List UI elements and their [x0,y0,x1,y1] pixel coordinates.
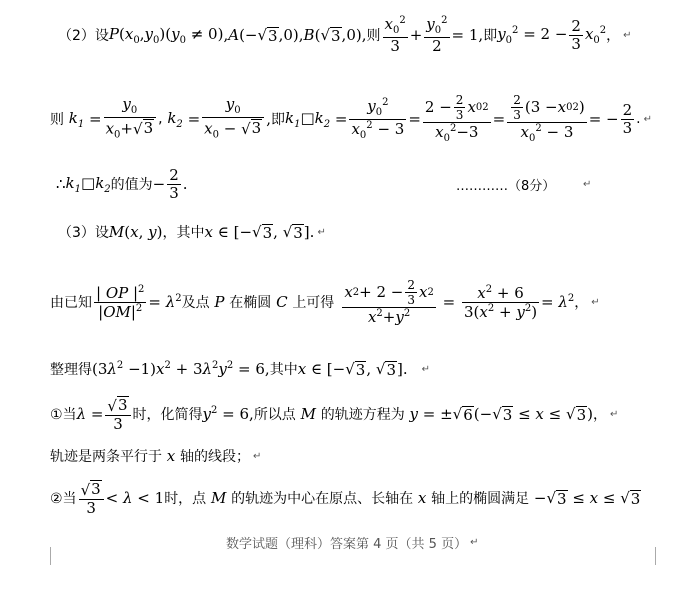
line9-text1: 时，点 [164,491,207,507]
line5-mid1: 及点 [181,295,210,311]
line-3 [56,164,656,204]
line2-eq4: = [408,110,421,128]
line1-lead: （2）设 [58,28,109,44]
line2-end: . [636,111,641,127]
paragraph-mark-icon: ↵ [470,536,479,548]
line7-frac: √ 3 3 [105,396,130,432]
line1-math-d: $y_0^2 = 2$ − [497,24,568,46]
line5-c: C [271,293,293,311]
line9-math-b: − √ 3 ≤ x ≤ √ 3 [529,489,641,508]
line3-score: …………（8分） [456,178,556,194]
line3-k1k2: $k_1□k_2$ [65,173,111,195]
line-6 [50,356,430,382]
line2-sep: , [158,111,163,127]
line2-eq5: = [492,110,506,128]
line5-mid3: 上可得 [292,295,335,311]
line6-end: . [402,360,408,378]
line4-lead: （3）设 [58,225,109,241]
line9-frac: √ 3 3 [79,480,104,516]
line2-frac-b: 2 − $\frac{2}{3}$ x 0 2 $x_0^2-3$ [424,93,489,144]
line2-eq3: = [330,110,348,128]
line8-text2: 轴的线段； [180,449,250,465]
line9-text2: 的轨迹为中心在原点、长轴在 [231,491,414,507]
line1-math-a: $P(x_0,y_0)(y_0 \ne 0)$ [108,24,224,46]
line7-math-b: y = ± √ 6 (− √ 3 ≤ x ≤ √ 3 ) [409,405,593,424]
line5-mid2: 在椭圆 [229,295,272,311]
line1-end: ， [606,28,621,44]
line5-lambda: = $\lambda^2$ [148,293,182,311]
line2-frac-d: $\frac{2}{3}$ [622,100,633,137]
line9-math-a: < λ < 1 [105,489,165,507]
paragraph-mark-icon: ↵ [317,226,326,238]
line9-lead: ②当 [50,491,77,507]
line6-mid: 其中 [269,362,298,378]
line2-eq6: = − [588,110,619,128]
line2-then: 即 [270,112,285,128]
line2-frac-k2: $y_0$ $x_0$ − √ 3 [202,97,264,141]
line2-frac-c: $\frac{2}{3}$ (3 − x 0 2 ) $x_0^2 - 3$ [507,94,586,144]
line2-k1: $k_1$ [64,108,85,130]
paragraph-mark-icon: ↵ [609,408,619,420]
line2-k2: $k_2$ [162,108,183,130]
line7-m: M [295,405,321,423]
line6-math-x: x ∈ [− √ 3 , √ 3 ] [297,360,403,379]
line7-text1: 时，化简得 [132,407,203,423]
line2-frac-a: $\frac{y_0^2}{x_0^2 - 3}$ [351,96,405,141]
line8-x: x [162,447,180,465]
line5-end: ， [574,295,589,311]
line3-end: . [182,175,188,193]
line7-text2: 所以点 [253,407,296,423]
line4-math-m: M(x, y) [108,223,163,241]
paragraph-mark-icon: ↵ [591,296,600,308]
line-5 [50,270,600,334]
line7-text3: 的轨迹方程为 [320,407,405,423]
page-corner-mark-right [655,547,656,565]
line4-end: . [309,223,315,241]
line5-p: P [209,293,230,311]
line7-math-a: $y^2 = 6$, [202,405,254,423]
line2-eq2: = [182,110,201,128]
line1-sep1: , [223,26,229,44]
line3-frac: $\frac{2}{3}$ [169,165,179,202]
line1-math-b: A(− √ 3 ,0) [228,26,299,45]
line1-math-c: B( √ 3 ,0) [303,26,362,45]
line5-frac-a: x 2 + 2 − $\frac{2}{3}$ x 2 $x^2+y^2$ [344,278,434,326]
line-8 [50,444,261,468]
line7-end: ， [592,407,607,423]
footer-text: 数学试题（理科）答案第 4 页（共 5 页） [226,536,468,552]
paragraph-mark-icon: ↵ [253,450,262,462]
line6-math: $(3\lambda^2 -1)x^2 + 3\lambda^2y^2 = 6$, [92,360,270,378]
line1-plus: + [409,26,423,44]
line5-frac-op: $\frac{| OP |^2}{|OM|^2}$ [96,283,145,321]
line3-minus: − [152,175,166,193]
line1-sep2: , [298,26,304,44]
line1-comma: , [361,26,367,44]
line1-math-e: $x_0^2$ [584,24,607,46]
line7-lead: ①当 [50,407,77,423]
line-1 [58,14,632,56]
line2-frac-k1: $y_0$ $x_0+$ √ 3 [104,97,157,141]
line3-lead: ∴ [56,175,66,193]
line1-frac-y: $\frac{y_0^2}{2}$ [426,15,448,55]
line9-m: M [206,489,232,507]
page-footer [226,532,478,552]
line5-lambda2: = $\lambda^2$ [541,293,575,311]
line2-lead: 则 [50,112,64,128]
line-9 [50,476,641,520]
line4-math-x: x ∈ [− √ 3 , √ 3 ] [204,223,310,242]
line5-eq: = [437,293,460,311]
line1-then: 则 [366,28,381,44]
line-4 [58,219,326,245]
line-2 [50,88,652,150]
line5-frac-b: $\frac{x^2 + 6}{3(x^2 + y^2)}$ [463,283,538,321]
line2-eq1: = [84,110,102,128]
line-7 [50,392,618,436]
line1-eq: = 1, [451,26,484,44]
line4-text: ，其中 [162,225,205,241]
line7-lambda: λ = [76,405,104,423]
line2-k1k2: $k_1□k_2$ [284,108,331,130]
paragraph-mark-icon: ↵ [643,113,652,125]
line9-x: x [413,489,432,507]
page-corner-mark-left [50,547,51,565]
line1-frac-x: $\frac{x_0^2}{3}$ [384,15,406,55]
line9-text3: 轴上的椭圆满足 [431,491,530,507]
line2-comma: , [266,110,271,128]
paragraph-mark-icon: ↵ [583,178,592,190]
line8-text1: 轨迹是两条平行于 [50,449,162,465]
line5-lead: 由已知 [50,295,92,311]
line1-frac-23: $\frac{2}{3}$ [571,16,581,53]
line1-then2: 即 [483,28,498,44]
line3-text: 的值为 [110,177,153,193]
paragraph-mark-icon: ↵ [421,363,431,375]
paragraph-mark-icon: ↵ [623,29,632,41]
line6-lead: 整理得 [50,362,92,378]
